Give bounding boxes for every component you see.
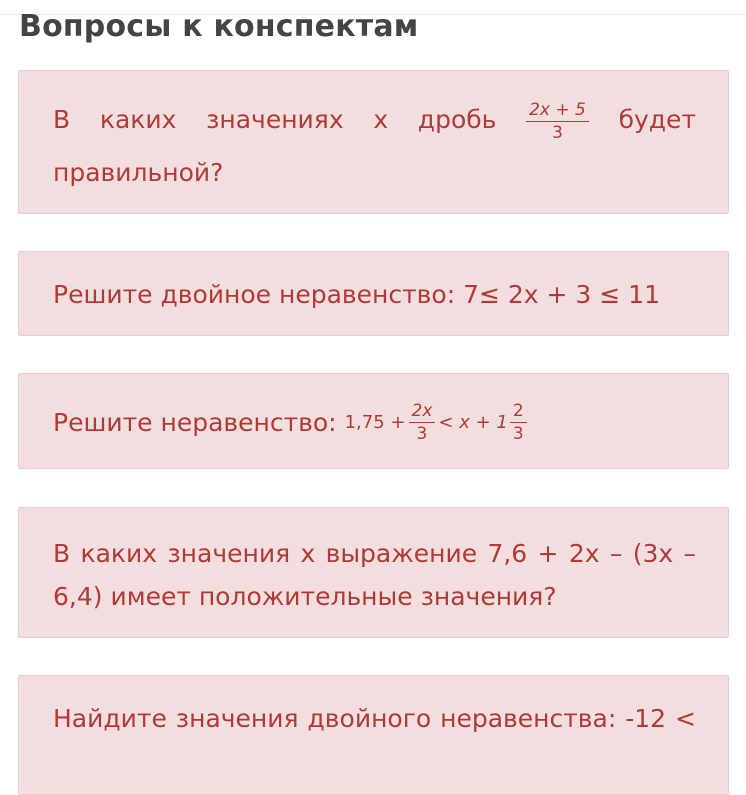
fraction-denominator: 3 [512, 423, 524, 444]
question-card-1[interactable] [18, 70, 729, 214]
question-1-line-2: правильной? [53, 158, 224, 187]
question-3-expr-mid: < x + 1 [438, 411, 508, 433]
question-card-5[interactable] [18, 675, 729, 795]
question-3-fraction-1 [409, 401, 436, 444]
question-1-after: будет [618, 105, 697, 134]
question-1-fraction [526, 100, 589, 143]
question-5-line-1: Найдите значения двойного неравенства: -12 < [53, 704, 696, 733]
question-3-line [53, 394, 527, 450]
fraction-denominator: 3 [552, 122, 563, 143]
question-card-4[interactable] [18, 507, 729, 638]
question-3-fraction-2 [510, 401, 527, 444]
question-card-2[interactable] [18, 251, 729, 336]
fraction-denominator: 3 [416, 423, 428, 444]
question-3-expr-start: 1,75 + [344, 411, 406, 433]
question-2-text: Решите двойное неравенство: 7≤ 2x + 3 ≤ 11 [53, 280, 660, 309]
question-4-line-1: В каких значения х выражение 7,6 + 2х – (3х – [53, 539, 696, 568]
fraction-numerator: 2x + 5 [526, 100, 589, 122]
page-title: Вопросы к конспектам [19, 9, 419, 44]
question-3-label: Решите неравенство: [53, 407, 337, 437]
question-1-line-1 [53, 97, 696, 143]
question-card-3[interactable] [18, 373, 729, 469]
question-1-before: В каких значениях х дробь [53, 105, 497, 134]
fraction-numerator: 2x [409, 401, 436, 423]
fraction-numerator: 2 [510, 401, 527, 423]
question-4-line-2: 6,4) имеет положительные значения? [53, 582, 557, 611]
